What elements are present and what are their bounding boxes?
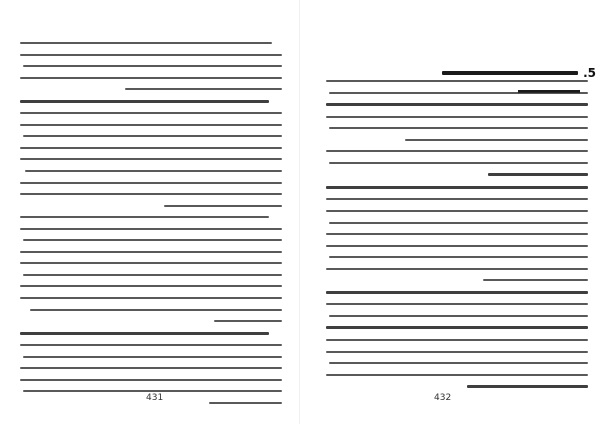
text-line: [326, 198, 588, 200]
text-line: [326, 339, 588, 341]
text-line: [20, 216, 269, 218]
text-line: [20, 367, 282, 369]
text-line: [326, 326, 588, 329]
text-line: [326, 291, 588, 294]
text-line: [20, 54, 282, 56]
text-line: [326, 103, 588, 106]
text-line: [164, 205, 282, 207]
text-line: [23, 274, 282, 276]
text-line: [405, 139, 588, 141]
text-line: [20, 228, 282, 230]
text-line: [326, 303, 588, 305]
text-line: [467, 385, 588, 388]
text-line: [329, 362, 588, 364]
text-line: [326, 245, 588, 247]
text-line: [20, 332, 269, 335]
text-line: [20, 251, 282, 253]
page-number: 432: [434, 393, 452, 403]
text-line: [20, 182, 282, 184]
text-line: [20, 147, 282, 149]
text-line: [326, 268, 588, 270]
text-line: [20, 344, 282, 346]
text-line: [326, 116, 588, 118]
text-line: [20, 124, 282, 126]
section-title-line: [442, 71, 578, 75]
text-line: [30, 309, 282, 311]
text-line: [23, 65, 282, 67]
text-line: [125, 88, 282, 90]
section-heading: [436, 66, 596, 80]
text-line: [329, 162, 588, 164]
text-line: [326, 210, 588, 212]
text-line: [329, 256, 588, 258]
text-line: [20, 285, 282, 287]
text-line: [20, 379, 282, 381]
text-line: [329, 92, 588, 94]
text-line: [329, 127, 588, 129]
right-page: [300, 0, 600, 424]
text-line: [326, 351, 588, 353]
left-page-text: [20, 42, 282, 414]
text-line: [23, 239, 282, 241]
text-line: [25, 170, 282, 172]
text-line: [209, 402, 282, 404]
text-line: [20, 42, 272, 44]
text-line: [326, 186, 588, 189]
text-line: [329, 222, 588, 224]
text-line: [23, 135, 282, 137]
text-line: [326, 374, 588, 376]
right-page-text: [326, 80, 588, 398]
text-line: [20, 297, 282, 299]
page-number: 431: [146, 393, 164, 403]
text-line: [20, 77, 282, 79]
text-line: [326, 233, 588, 235]
text-line: [23, 356, 282, 358]
text-line: [20, 158, 282, 160]
text-line: [326, 80, 588, 82]
text-line: [483, 279, 588, 281]
text-line: [20, 112, 282, 114]
text-line: [214, 320, 282, 322]
text-line: [20, 100, 269, 103]
text-line: [20, 262, 282, 264]
text-line: [326, 150, 588, 152]
section-number: 5.: [583, 66, 596, 80]
text-line: [20, 193, 282, 195]
text-line: [488, 173, 588, 176]
text-line: [329, 315, 588, 317]
